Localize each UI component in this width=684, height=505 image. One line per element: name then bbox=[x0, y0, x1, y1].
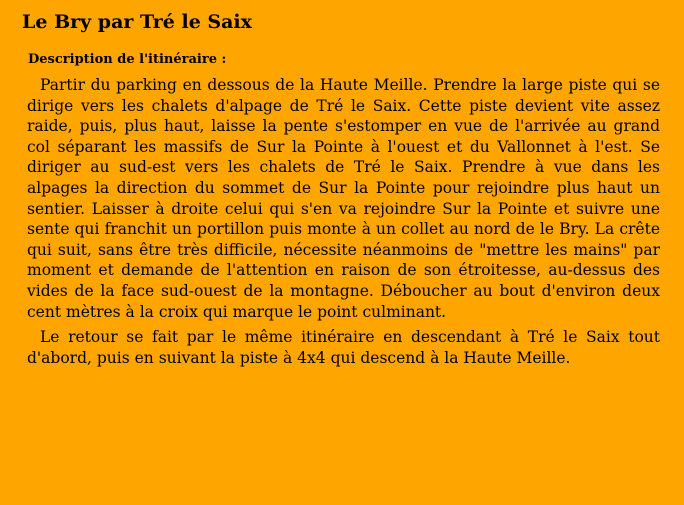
itinerary-description bbox=[27, 75, 660, 373]
page-title: Le Bry par Tré le Saix bbox=[22, 11, 252, 33]
return-paragraph: Le retour se fait par le même itinéraire en descendant à Tré le Saix tout d'abord, puis en suivant la piste à 4x4 qui descend à la Haute Meille. bbox=[27, 328, 660, 367]
description-paragraph: Partir du parking en dessous de la Haute Meille. Prendre la large piste qui se dirige vers les chalets d'alpage de Tré le Saix. Cette piste devient vite assez raide, puis, plus haut, laisse la pente s'estomper en vue de l'arrivée au grand col séparant les massifs de Sur la Pointe à l'ouest et du Vallonnet à l'est. Se diriger au sud-est vers les chalets de Tré le Saix. Prendre à vue dans les alpages la direction du sommet de Sur la Pointe pour rejoindre plus haut un sentier. Laisser à droite celui qui s'en va rejoindre Sur la Pointe et suivre une sente qui franchit un portillon puis monte à un collet au nord de le Bry. La crête qui suit, sans être très difficile, nécessite néanmoins de "mettre les mains" par moment et demande de l'attention en raison de son étroitesse, au-dessus des vides de la face sud-ouest de la montagne. Déboucher au bout d'environ deux cent mètres à la croix qui marque le point culminant. bbox=[27, 76, 660, 321]
section-heading: Description de l'itinéraire : bbox=[28, 52, 227, 67]
